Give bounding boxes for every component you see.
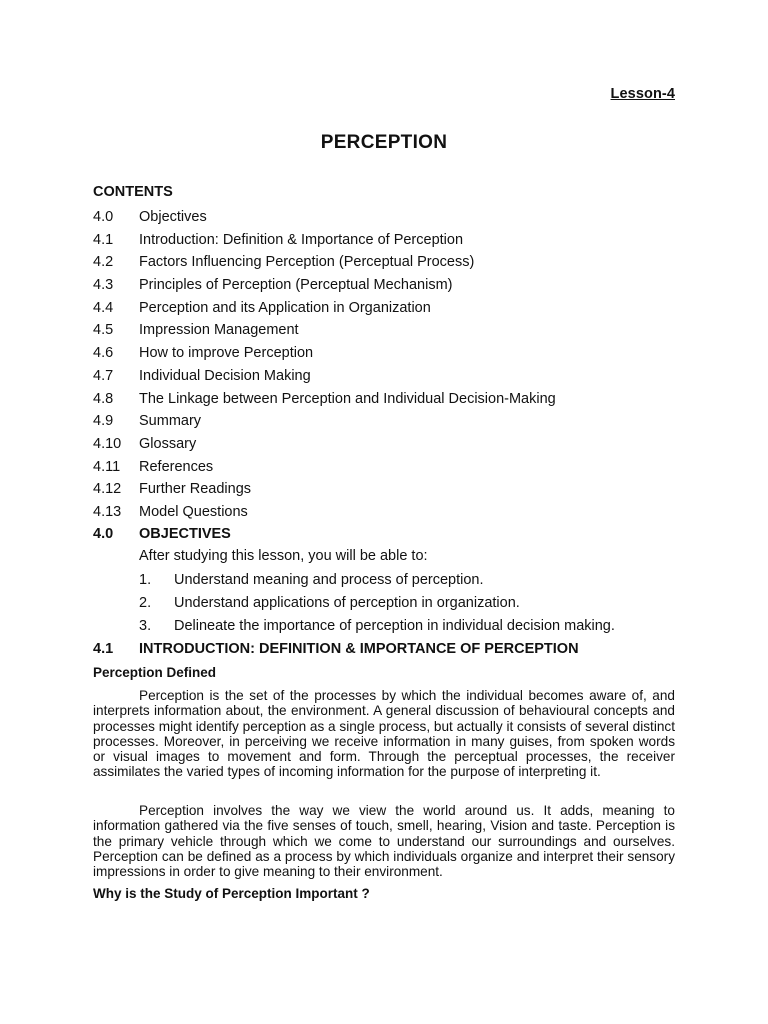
table-of-contents	[93, 206, 693, 524]
toc-item	[93, 365, 693, 388]
toc-item-label: Summary	[139, 413, 202, 430]
toc-item-number: 4.7	[93, 367, 114, 384]
toc-item-label: Individual Decision Making	[139, 367, 311, 384]
perception-defined-subheading: Perception Defined	[93, 665, 217, 680]
toc-item	[93, 206, 693, 229]
objective-text: Delineate the importance of perception in individual decision making.	[174, 618, 615, 634]
toc-item-number: 4.6	[93, 345, 114, 362]
objectives-heading	[93, 526, 231, 542]
toc-item-number: 4.11	[93, 458, 121, 475]
toc-item-number: 4.0	[93, 209, 114, 225]
importance-subheading: Why is the Study of Perception Important ?	[93, 886, 370, 901]
toc-item-label: Impression Management	[139, 322, 299, 339]
toc-item-label: Glossary	[139, 435, 197, 452]
toc-item	[93, 229, 693, 252]
toc-item	[93, 478, 693, 501]
toc-item	[93, 319, 693, 342]
section-number: 4.0	[93, 526, 114, 542]
toc-item-number: 4.9	[93, 413, 114, 430]
toc-item	[93, 274, 693, 297]
objective-number: 2.	[139, 595, 152, 611]
section-title: OBJECTIVES	[139, 526, 231, 542]
toc-item-number: 4.3	[93, 277, 114, 294]
toc-item	[93, 501, 693, 524]
introduction-heading	[93, 641, 579, 657]
toc-item-label: Introduction: Definition & Importance of Perception	[139, 231, 464, 248]
objective-item	[139, 592, 615, 615]
section-title: INTRODUCTION: DEFINITION & IMPORTANCE OF PERCEPTION	[139, 641, 579, 657]
objectives-list	[139, 569, 615, 638]
toc-item-number: 4.2	[93, 254, 114, 271]
objective-number: 3.	[139, 618, 152, 634]
objective-item	[139, 569, 615, 592]
toc-item	[93, 297, 693, 320]
toc-item	[93, 388, 693, 411]
objective-text: Understand applications of perception in organization.	[174, 595, 520, 611]
toc-item	[93, 342, 693, 365]
toc-item-label: Principles of Perception (Perceptual Mechanism)	[139, 277, 453, 294]
lesson-label: Lesson-4	[610, 86, 675, 102]
toc-item-label: Perception and its Application in Organization	[139, 299, 431, 316]
objective-item	[139, 615, 615, 638]
toc-item-number: 4.1	[93, 231, 114, 248]
toc-item	[93, 251, 693, 274]
toc-item	[93, 433, 693, 456]
toc-item-label: Model Questions	[139, 503, 248, 520]
paragraph: Perception involves the way we view the world around us. It adds, meaning to information gathered via the five senses of touch, smell, hearing, Vision and taste. Perception is the primary vehicle through which we come to understand our surroundings and ourselves. Perception can be defined as a process by which individuals organize and interpret their sensory impressions in order to give meaning to their environment.	[93, 803, 675, 880]
toc-item-number: 4.13	[93, 503, 122, 520]
toc-item-number: 4.4	[93, 299, 114, 316]
toc-item-number: 4.12	[93, 481, 122, 498]
toc-item	[93, 456, 693, 479]
objective-number: 1.	[139, 572, 152, 588]
objectives-intro: After studying this lesson, you will be able to:	[139, 548, 428, 564]
contents-heading: CONTENTS	[93, 184, 173, 200]
toc-item-number: 4.10	[93, 435, 122, 452]
toc-item-label: The Linkage between Perception and Individual Decision-Making	[139, 390, 556, 407]
toc-item	[93, 410, 693, 433]
page-title: PERCEPTION	[320, 132, 448, 153]
toc-item-label: Factors Influencing Perception (Perceptual Process)	[139, 254, 475, 271]
toc-item-label: References	[139, 458, 214, 475]
toc-item-label: Further Readings	[139, 481, 252, 498]
toc-item-number: 4.5	[93, 322, 114, 339]
paragraph: Perception is the set of the processes by which the individual becomes aware of, and interprets information about, the environment. A general discussion of behavioural concepts and processes might identify perception as a single process, but actually it consists of several distinct processes. Moreover, in perceiving we receive information in many guises, from spoken words or visual images to movement and form. Through the perceptual processes, the receiver assimilates the varied types of incoming information for the purpose of interpreting it.	[93, 688, 675, 780]
objective-text: Understand meaning and process of perception.	[174, 572, 484, 588]
toc-item-number: 4.8	[93, 390, 114, 407]
toc-item-label: Objectives	[139, 209, 207, 225]
toc-item-label: How to improve Perception	[139, 345, 314, 362]
section-number: 4.1	[93, 641, 114, 657]
